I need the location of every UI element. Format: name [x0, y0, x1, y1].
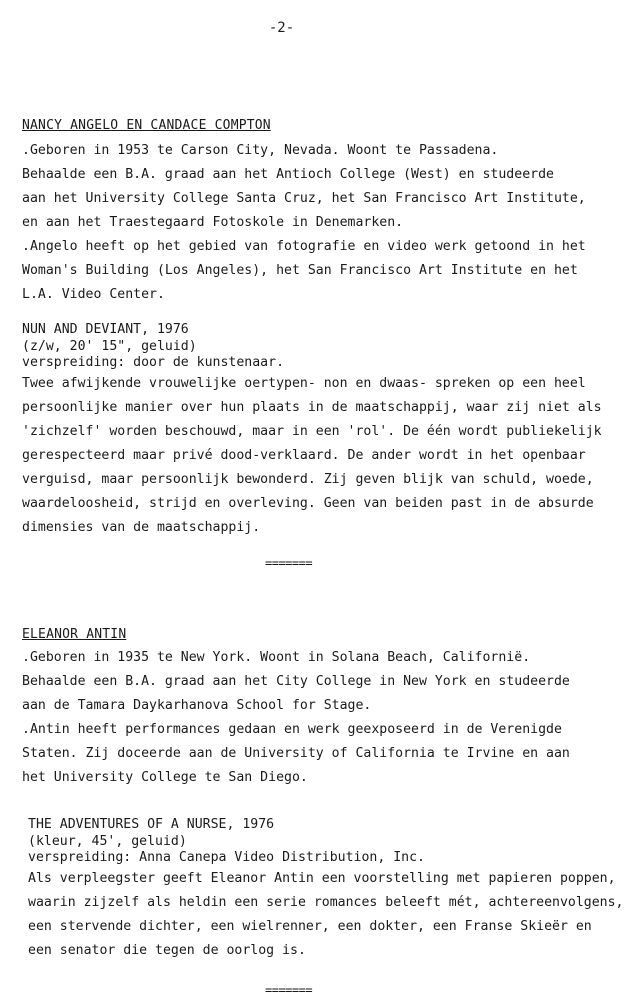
bio-line: .Geboren in 1953 te Carson City, Nevada. Woont te Passadena.: [22, 143, 499, 158]
artist-name: ELEANOR ANTIN: [22, 627, 127, 642]
description-line: Twee afwijkende vrouwelijke oertypen- non en dwaas- spreken op een heel: [22, 375, 586, 391]
bio-line: aan de Tamara Daykarhanova School for Stage.: [22, 698, 372, 713]
description-line: gerespecteerd maar privé dood-verklaard. De ander wordt in het openbaar: [22, 447, 586, 463]
bio-line: en aan het Traestegaard Fotoskole in Denemarken.: [22, 215, 404, 230]
page-number: -2-: [268, 20, 295, 36]
work-section-nun-and-deviant: [22, 322, 634, 540]
description-line: waardeloosheid, strijd en overleving. Geen van beiden past in de absurde: [22, 495, 594, 511]
artist-bio: [22, 646, 634, 790]
bio-line: Staten. Zij doceerde aan de University of California te Irvine en aan: [22, 746, 570, 761]
work-description: [22, 372, 634, 540]
description-line: een stervende dichter, een wielrenner, een dokter, een Franse Skieër en: [28, 918, 592, 934]
bio-line: Woman's Building (Los Angeles), het San Francisco Art Institute en het: [22, 263, 578, 278]
bio-line: Behaalde een B.A. graad aan het City College in New York en studeerde: [22, 674, 570, 689]
bio-line: .Angelo heeft op het gebied van fotografie en video werk getoond in het: [22, 239, 586, 254]
work-specs: (kleur, 45', geluid): [28, 833, 187, 849]
artist-name: NANCY ANGELO EN CANDACE COMPTON: [22, 118, 271, 133]
artist-section-angelo-compton: [22, 117, 634, 307]
work-description: [28, 867, 640, 963]
work-title: THE ADVENTURES OF A NURSE, 1976: [28, 817, 275, 832]
work-section-adventures-of-a-nurse: [28, 817, 640, 963]
work-distribution: verspreiding: door de kunstenaar.: [22, 355, 285, 370]
description-line: Als verpleegster geeft Eleanor Antin een voorstelling met papieren poppen,: [28, 870, 616, 886]
bio-line: .Geboren in 1935 te New York. Woont in Solana Beach, Californië.: [22, 650, 531, 665]
description-line: waarin zijzelf als heldin een serie romances beleeft mét, achtereenvolgens,: [28, 894, 624, 910]
bio-line: het University College te San Diego.: [22, 770, 308, 785]
section-separator: =======: [265, 983, 313, 997]
bio-line: Behaalde een B.A. graad aan het Antioch College (West) en studeerde: [22, 167, 554, 182]
description-line: verguisd, maar persoonlijk bewonderd. Zij geven blijk van schuld, woede,: [22, 471, 594, 487]
description-line: dimensies van de maatschappij.: [22, 519, 261, 535]
artist-bio: [22, 139, 634, 307]
description-line: een senator die tegen de oorlog is.: [28, 942, 306, 958]
bio-line: aan het University College Santa Cruz, het San Francisco Art Institute,: [22, 191, 586, 206]
description-line: 'zichzelf' worden beschouwd, maar in een 'rol'. De één wordt publiekelijk: [22, 423, 602, 439]
work-title: NUN AND DEVIANT, 1976: [22, 322, 189, 337]
work-specs: (z/w, 20' 15", geluid): [22, 338, 197, 354]
work-distribution: verspreiding: Anna Canepa Video Distribution, Inc.: [28, 850, 425, 865]
section-separator: =======: [265, 556, 313, 570]
description-line: persoonlijke manier over hun plaats in de maatschappij, waar zij niet als: [22, 399, 602, 415]
bio-line: L.A. Video Center.: [22, 287, 165, 302]
artist-section-antin: [22, 626, 634, 790]
bio-line: .Antin heeft performances gedaan en werk geexposeerd in de Verenigde: [22, 722, 562, 737]
